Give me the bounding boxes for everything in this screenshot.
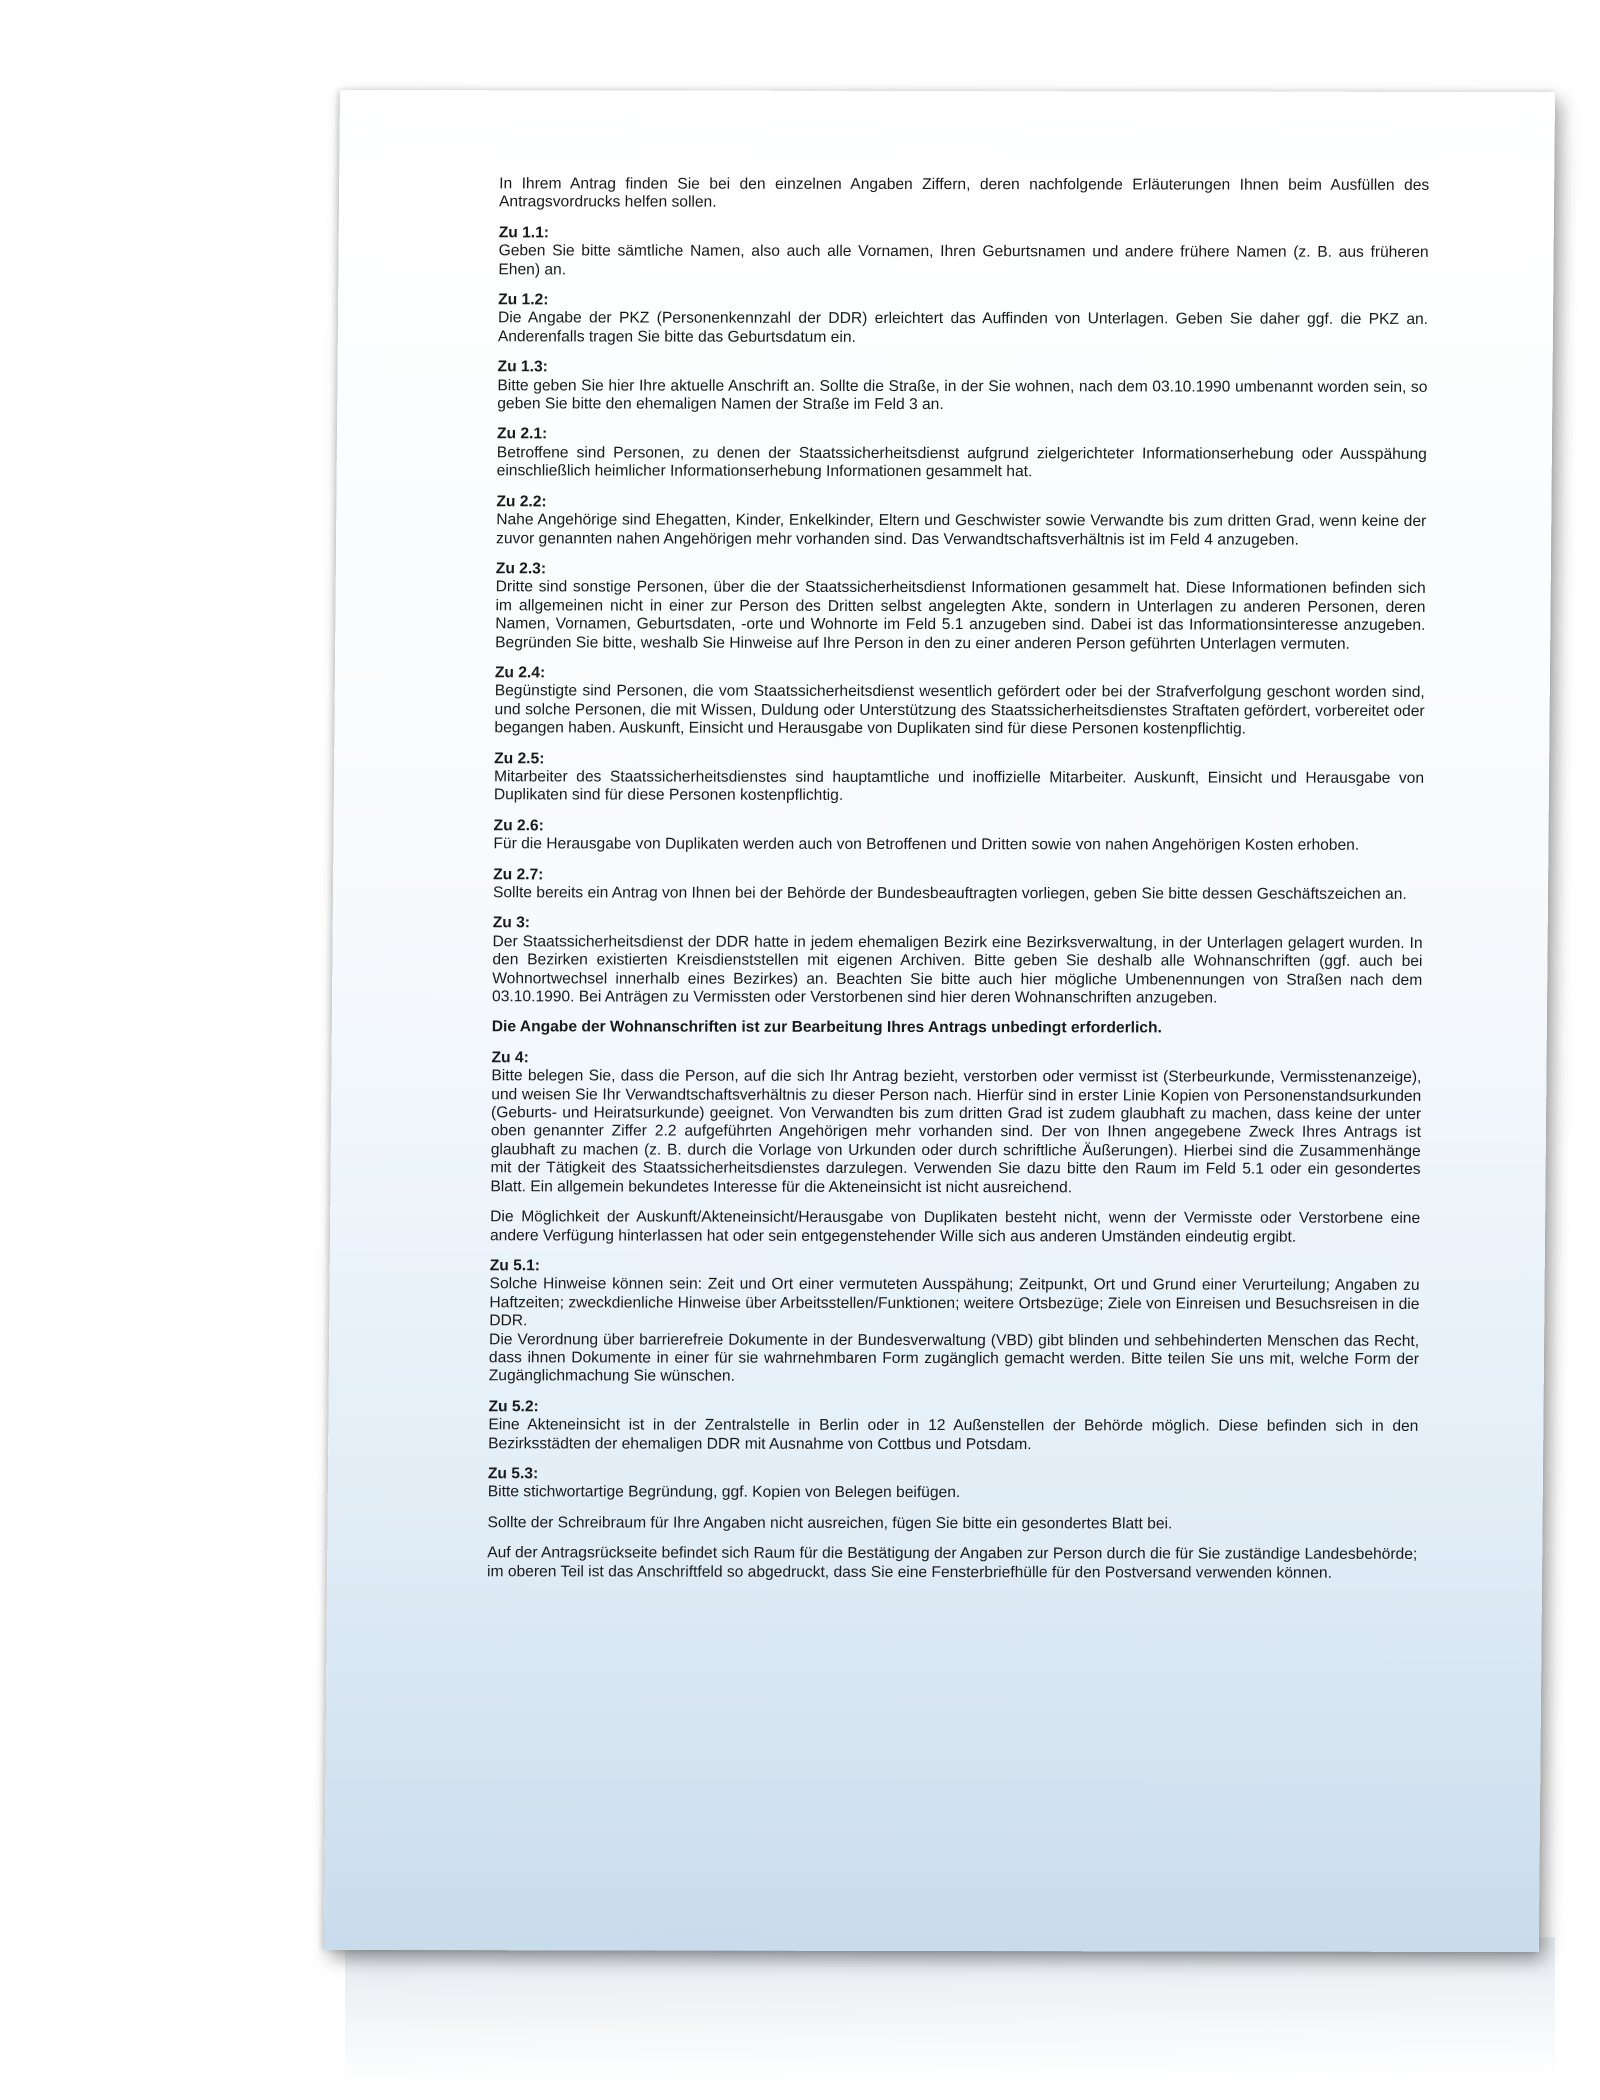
section-body: Bitte stichwortartige Begründung, ggf. Kopien von Belegen beifügen. — [487, 1483, 961, 1502]
section-2-6 — [493, 817, 1423, 855]
section-body: Bitte belegen Sie, dass die Person, auf die sich Ihr Antrag bezieht, verstorben oder vermisst ist (Sterbeurkunde, Vermisstenanzeige), und weisen Sie Ihr Verwandtschaftsverhältnis zu dieser Person nach. Hierfür sind in erster Linie Kopien von Personenstandsurkunden (Geburts- und Heiratsurkunde) geeignet. Von Verwandten bis zum dritten Grad ist zudem glaubhaft zu machen, dass keine der unter oben genannter Ziffer 2.2 aufgeführten Angehörigen mehr vorhanden sind. Der von Ihnen angegebene Zweck Ihres Antrags ist glaubhaft zu machen (z. B. durch die Vorlage von Urkunden oder durch schriftliche Äußerungen). Hierbei sind die Zusammenhänge mit der Tätigkeit des Staatssicherheitsdienstes darzulegen. Verwenden Sie dazu bitte den Raum im Feld 5.1 oder ein gesondertes Blatt. Ein allgemein bekundetes Interesse für die Akteneinsicht ist nicht ausreichend. — [490, 1067, 1422, 1196]
section-body: Geben Sie bitte sämtliche Namen, also auch alle Vornamen, Ihren Geburtsnamen und andere frühere Namen (z. B. aus früheren Ehen) an. — [498, 242, 1429, 279]
section-5-3 — [488, 1465, 1418, 1503]
section-2-3 — [495, 560, 1426, 654]
section-2-1 — [497, 426, 1428, 483]
section-heading: Zu 1.1: — [498, 224, 550, 242]
closing-paragraph-2: Auf der Antragsrückseite befindet sich Raum für die Bestätigung der Angaben zur Person durch die für Sie zuständige Landesbehörde; im oberen Teil ist das Anschriftfeld so abgedruckt, dass Sie eine Fensterbriefhülle für den Postversand verwenden können. — [487, 1544, 1418, 1582]
section-body: Mitarbeiter des Staatssicherheitsdienstes sind hauptamtliche und inoffizielle Mitarbeiter. Auskunft, Einsicht und Herausgabe von Duplikaten sind für diese Personen kostenpflichtig. — [493, 768, 1425, 805]
section-body: Für die Herausgabe von Duplikaten werden auch von Betroffenen und Dritten sowie von nahen Angehörigen Kosten erhoben. — [493, 835, 1360, 854]
section-body: Solche Hinweise können sein: Zeit und Ort einer vermuteten Ausspähung; Zeitpunkt, Ort und Grund einer Verurteilung; Angaben zu Haftzeiten; zweckdienliche Hinweise über Arbeitsstellen/Funktionen; weitere Ortsbezüge; Ziele von Einreisen und Besuchsreisen in die DDR. — [489, 1275, 1420, 1330]
document-content — [487, 175, 1429, 1595]
section-2-2 — [496, 493, 1427, 550]
section-heading: Zu 2.6: — [493, 817, 544, 835]
section-body-2: Die Verordnung über barrierefreie Dokumente in der Bundesverwaltung (VBD) gibt blinden und sehbehinderten Menschen das Recht, dass ihnen Dokumente in einer für sie wahrnehmbaren Form zugänglich gemacht werden. Bitte teilen Sie uns mit, welche Form der Zugänglichmachung Sie wünschen. — [488, 1330, 1420, 1386]
important-note: Die Angabe der Wohnanschriften ist zur Bearbeitung Ihres Antrags unbedingt erforderlich. — [491, 1018, 1162, 1037]
section-heading: Zu 4: — [491, 1049, 529, 1067]
section-2-7 — [493, 866, 1423, 904]
section-body: Betroffene sind Personen, zu denen der Staatssicherheitsdienst aufgrund zielgerichteter Informationserhebung oder Ausspähung einschließlich heimlicher Informationserhebung Informationen gesammelt hat. — [496, 444, 1427, 481]
section-heading: Zu 2.1: — [496, 425, 548, 443]
section-body: Dritte sind sonstige Personen, über die der Staatssicherheitsdienst Informationen gesammelt hat. Diese Informationen befinden sich im allgemeinen nicht in einer zur Person des Dritten selbst angelegten Akte, sondern in Unterlagen zu anderen Personen, deren Namen, Vornamen, Geburtsdaten, -orte und Wohnorte im Feld 5.1 anzugeben sind. Dabei ist das Informationsinteresse anzugeben. Begründen Sie bitte, weshalb Sie Hinweise auf Ihre Person in den zu einer anderen Person geführten Unterlagen vermuten. — [495, 578, 1426, 653]
section-4 — [490, 1049, 1421, 1198]
section-2-4 — [494, 664, 1425, 739]
section-2-5 — [494, 750, 1425, 807]
section-3 — [492, 915, 1423, 1009]
section-4-extra: Die Möglichkeit der Auskunft/Akteneinsicht/Herausgabe von Duplikaten besteht nicht, wenn der Vermisste oder Verstorbene eine andere Verfügung hinterlassen hat oder sein entgegenstehender Wille sich aus anderen Umständen eindeutig ergibt. — [489, 1208, 1421, 1246]
section-heading: Zu 2.5: — [494, 749, 545, 767]
section-heading: Zu 2.4: — [494, 664, 546, 682]
section-body: Der Staatssicherheitsdienst der DDR hatte in jedem ehemaligen Bezirk eine Bezirksverwaltung, in der Unterlagen gelagert wurden. In den Bezirken existierten Kreisdienststellen mit eigenen Archiven. Bitte geben Sie deshalb alle Wohnanschriften (ggf. auch bei Wohnortwechsel innerhalb eines Bezirkes) an. Beachten Sie bitte auch hier mögliche Umbenennungen von Straßen nach dem 03.10.1990. Bei Anträgen zu Vermissten oder Verstorbenen sind hier deren Wohnanschriften anzugeben. — [492, 933, 1423, 1007]
section-body: Bitte geben Sie hier Ihre aktuelle Anschrift an. Sollte die Straße, in der Sie wohnen, nach dem 03.10.1990 umbenannt worden sein, so geben Sie bitte den ehemaligen Namen der Straße im Feld 3 an. — [497, 376, 1428, 414]
section-1-3 — [497, 359, 1428, 416]
section-heading: Zu 2.3: — [495, 560, 547, 578]
section-body: Eine Akteneinsicht ist in der Zentralstelle in Berlin oder in 12 Außenstellen der Behörde möglich. Diese befinden sich in den Bezirksstädten der ehemaligen DDR mit Ausnahme von Cottbus und Potsdam. — [488, 1416, 1419, 1453]
section-body: Die Angabe der PKZ (Personenkennzahl der DDR) erleichtert das Auffinden von Unterlagen. Geben Sie daher ggf. die PKZ an. Anderenfalls tragen Sie bitte das Geburtsdatum ein. — [497, 309, 1429, 346]
document-page — [324, 90, 1555, 1952]
section-body: Sollte bereits ein Antrag von Ihnen bei der Behörde der Bundesbeauftragten vorliegen, geben Sie bitte dessen Geschäftszeichen an. — [492, 884, 1407, 903]
section-1-1 — [498, 224, 1429, 281]
section-1-2 — [498, 291, 1429, 348]
section-heading: Zu 2.7: — [493, 865, 544, 883]
section-body: Nahe Angehörige sind Ehegatten, Kinder, Enkelkinder, Eltern und Geschwister sowie Verwandte bis zum dritten Grad, wenn keine der zuvor genannten nahen Angehörigen mehr vorhanden sind. Das Verwandtschaftsverhältnis ist im Feld 4 anzugeben. — [496, 511, 1427, 549]
page-reflection — [345, 1937, 1555, 2090]
section-heading: Zu 5.3: — [487, 1465, 539, 1483]
section-body: Begünstigte sind Personen, die vom Staatssicherheitsdienst wesentlich gefördert oder bei der Strafverfolgung geschont worden sind, und solche Personen, die mit Wissen, Duldung oder Unterstützung des Staatssicherheitsdienstes Straftaten gefördert, vorbereitet oder begangen haben. Auskunft, Einsicht und Herausgabe von Duplikaten sind für diese Personen kostenpflichtig. — [494, 682, 1425, 738]
intro-paragraph: In Ihrem Antrag finden Sie bei den einzelnen Angaben Ziffern, deren nachfolgende Erläuterungen Ihnen beim Ausfüllen des Antragsvordrucks helfen sollen. — [498, 175, 1430, 212]
section-heading: Zu 3: — [492, 914, 531, 932]
section-heading: Zu 1.3: — [497, 358, 548, 376]
section-5-1 — [489, 1257, 1420, 1387]
section-heading: Zu 5.1: — [489, 1257, 541, 1275]
closing-paragraph-1: Sollte der Schreibraum für Ihre Angaben nicht ausreichen, fügen Sie bitte ein gesondertes Blatt bei. — [487, 1514, 1173, 1533]
section-heading: Zu 2.2: — [496, 492, 547, 511]
section-heading: Zu 5.2: — [488, 1397, 539, 1416]
section-heading: Zu 1.2: — [498, 291, 549, 309]
section-5-2 — [488, 1398, 1419, 1455]
